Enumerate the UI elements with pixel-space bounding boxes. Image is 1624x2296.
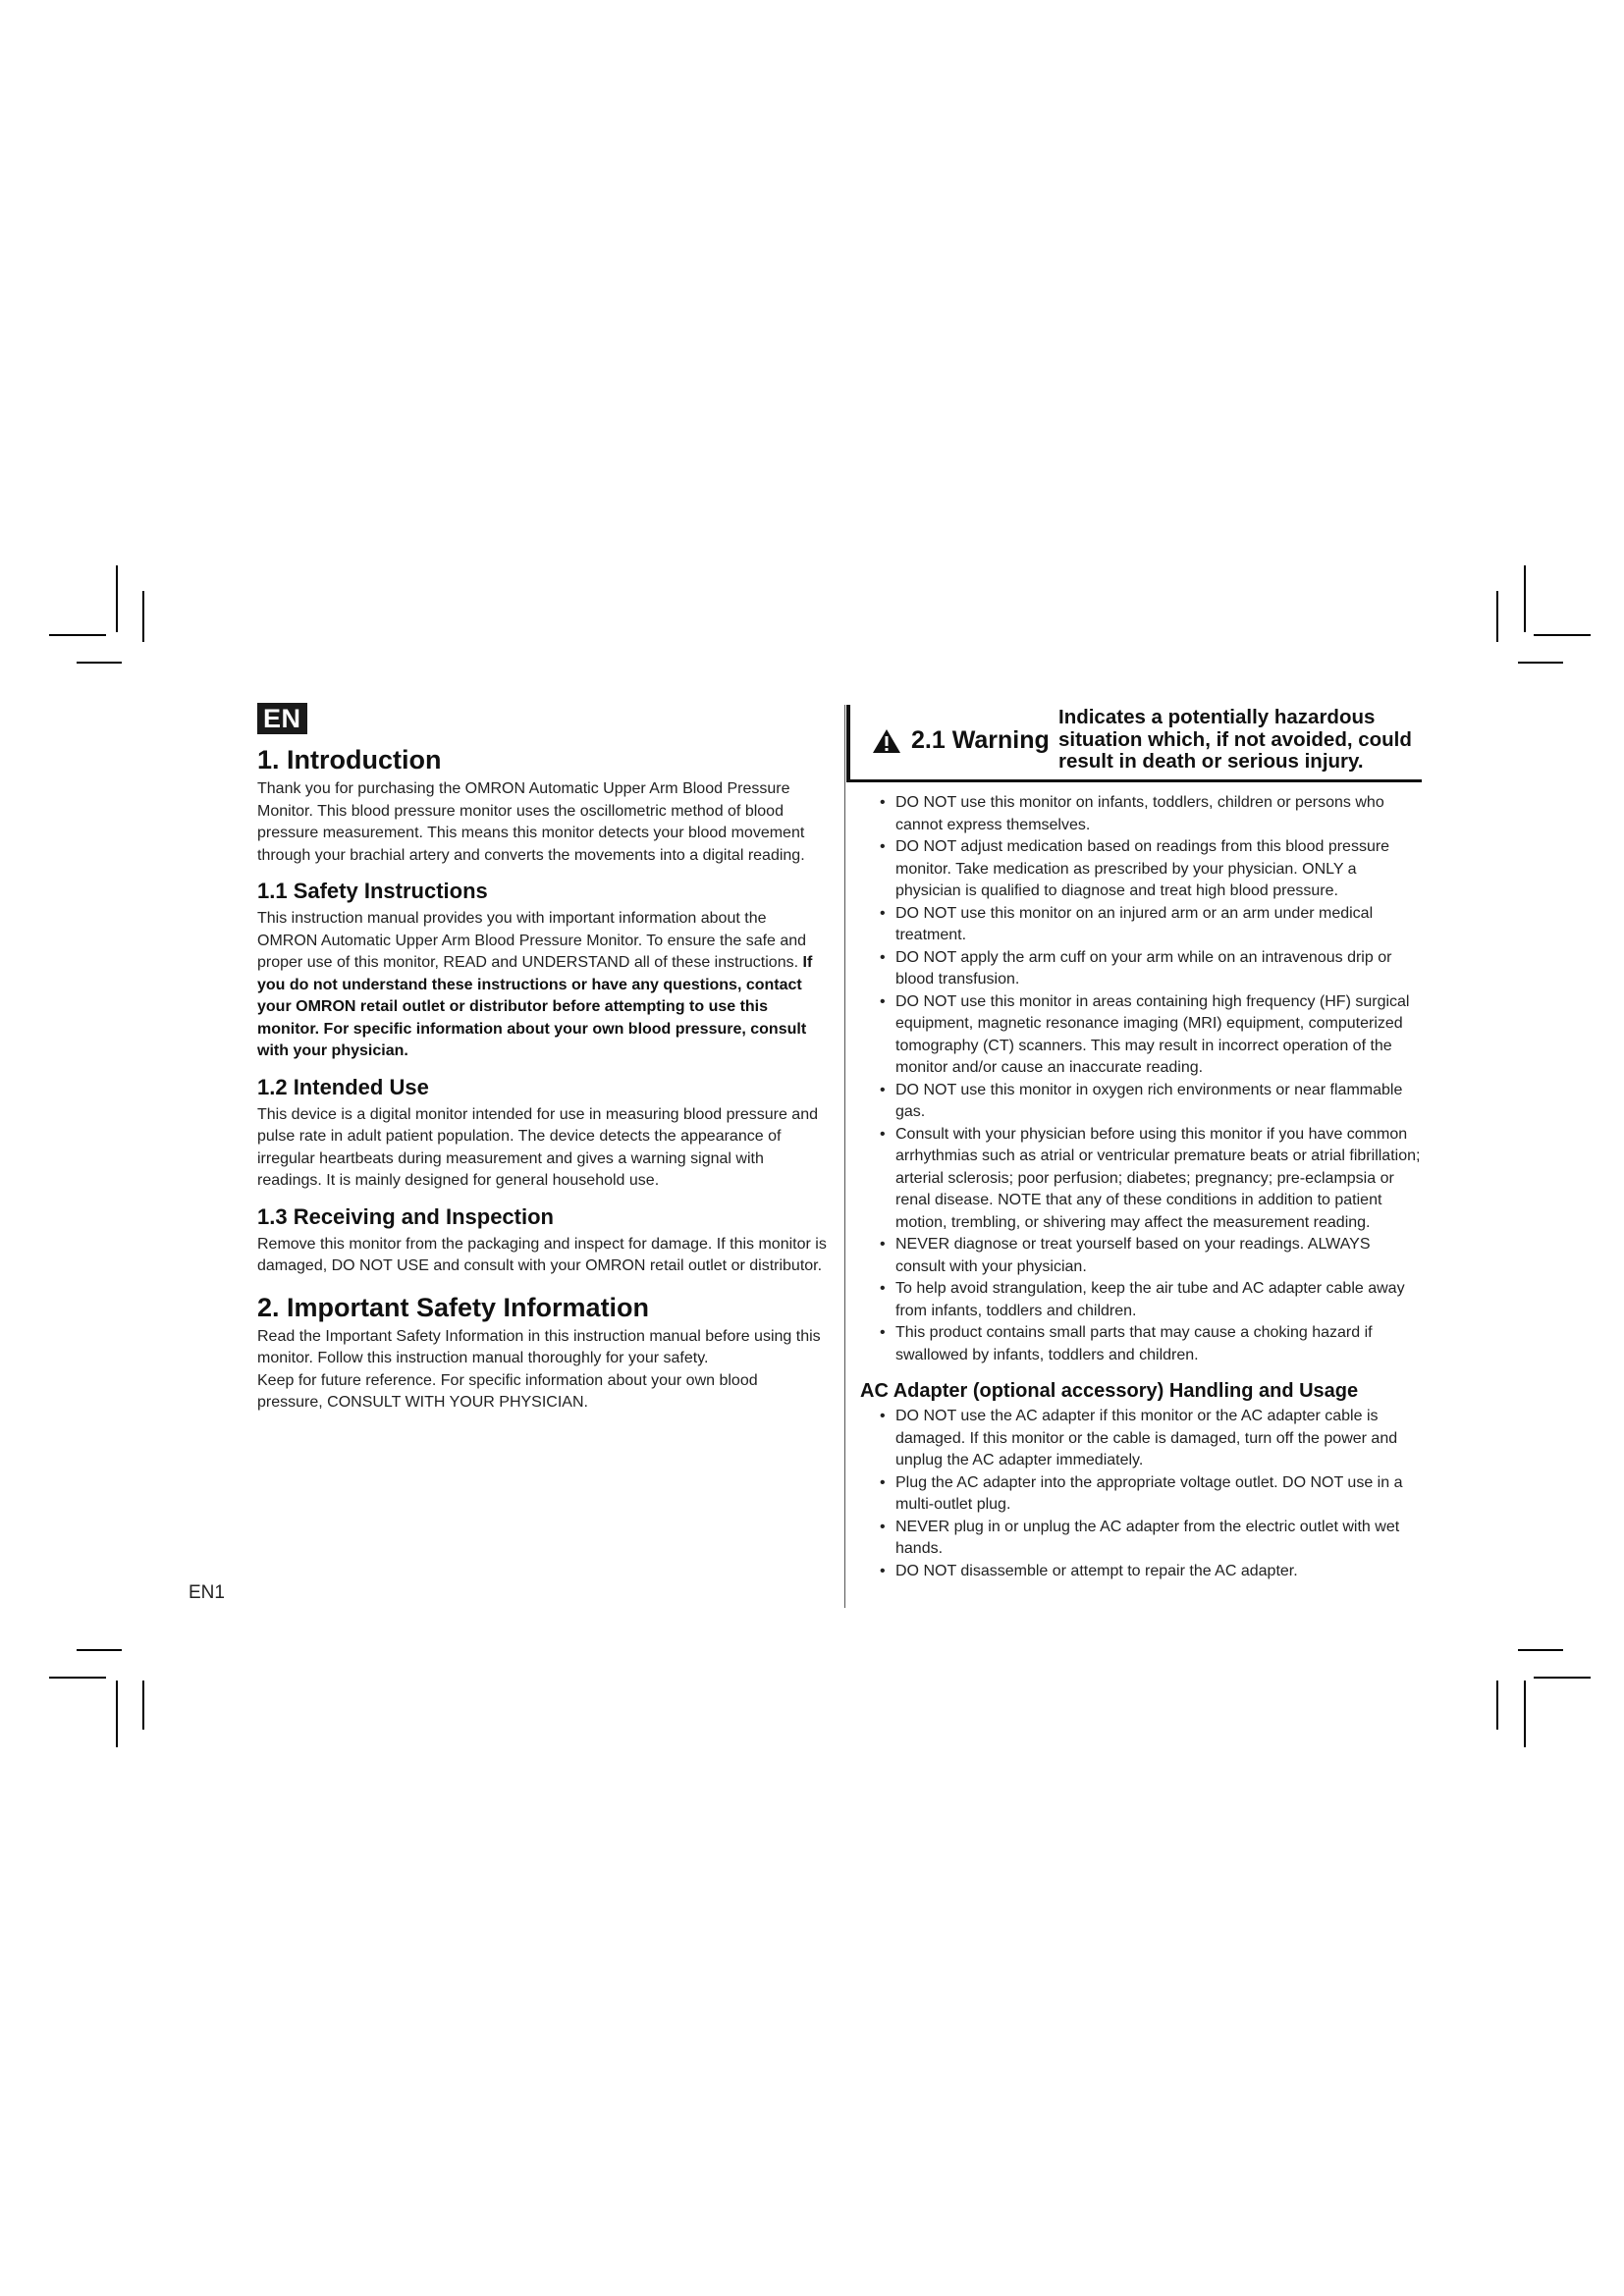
crop-mark xyxy=(77,1649,122,1651)
list-item-text: NEVER plug in or unplug the AC adapter from the electric outlet with wet hands. xyxy=(895,1518,1400,1557)
bullet: • xyxy=(880,948,886,966)
column-divider xyxy=(844,705,845,1608)
crop-mark xyxy=(142,591,144,642)
bullet: • xyxy=(880,1408,886,1424)
warning-header xyxy=(846,705,1422,782)
warning-title-text: 2.1 Warning xyxy=(911,726,1050,754)
list-item-text: DO NOT use this monitor in areas containing high frequency (HF) surgical equipment, magnetic resonance imaging (MRI) equipment, computerized tomography (CT) scanners. This may result in incorrect operation of the monitor and/or cause an inaccurate reading. xyxy=(895,992,1410,1076)
crop-mark xyxy=(1518,662,1563,664)
bullet: • xyxy=(880,838,886,855)
warning-list xyxy=(860,792,1422,1366)
bullet: • xyxy=(880,1473,886,1491)
warning-description xyxy=(1058,707,1412,774)
left-column xyxy=(257,703,827,1415)
list-item-text: Plug the AC adapter into the appropriate voltage outlet. DO NOT use in a multi-outlet plug. xyxy=(895,1473,1403,1513)
crop-mark xyxy=(1524,1681,1526,1747)
list-item-text: DO NOT use this monitor on infants, toddlers, children or persons who cannot express themselves. xyxy=(895,794,1384,833)
list-item-text: NEVER diagnose or treat yourself based on your readings. ALWAYS consult with your physician. xyxy=(895,1236,1371,1275)
safety-instructions-heading: 1.1 Safety Instructions xyxy=(257,879,488,903)
introduction-text: Thank you for purchasing the OMRON Automatic Upper Arm Blood Pressure Monitor. This blood pressure monitor uses the oscillometric method of blood pressure measurement. This means this monitor detects your blood movement through your brachial artery and converts the movements into a digital reading. xyxy=(257,780,805,864)
list-item xyxy=(860,1406,1422,1472)
safety-instructions-plain: This instruction manual provides you with important information about the OMRON Automatic Upper Arm Blood Pressure Monitor. To ensure the safe and proper use of this monitor, READ and UNDERSTAND all of these instructions. xyxy=(257,910,807,971)
safety-instructions-bold: If you do not understand these instructions or have any questions, contact your OMRON retail outlet or distributor before attempting to use this monitor. For specific information about your own blood pressure, consult with your physician. xyxy=(257,954,813,1059)
warning-description-line: Indicates a potentially hazardous xyxy=(1058,706,1376,728)
crop-mark xyxy=(116,565,118,632)
list-item-text: DO NOT use this monitor in oxygen rich environments or near flammable gas. xyxy=(895,1081,1403,1120)
crop-mark xyxy=(77,662,122,664)
important-safety-text-2: Keep for future reference. For specific information about your own blood pressure, CONSULT WITH YOUR PHYSICIAN. xyxy=(257,1371,758,1411)
list-item-text: Consult with your physician before using this monitor if you have common arrhythmias such as atrial or ventricular premature beats or atrial fibrillation; arterial sclerosis; poor perfusion; diabetes; pregnancy; pre-eclampsia or renal disease. NOTE that any of these conditions in addition to patient motion, trembling, or shivering may affect the measurement reading. xyxy=(895,1125,1421,1231)
crop-mark xyxy=(116,1681,118,1747)
bullet: • xyxy=(880,904,886,922)
bullet: • xyxy=(880,1236,886,1253)
right-column xyxy=(860,705,1422,1582)
receiving-inspection-heading: 1.3 Receiving and Inspection xyxy=(257,1203,554,1229)
bullet: • xyxy=(880,1562,886,1579)
bullet: • xyxy=(880,1081,886,1098)
bullet: • xyxy=(880,1125,886,1143)
list-item xyxy=(860,991,1422,1080)
receiving-inspection-text: Remove this monitor from the packaging and inspect for damage. If this monitor is damaged, DO NOT USE and consult with your OMRON retail outlet or distributor. xyxy=(257,1235,827,1274)
list-item-text: DO NOT adjust medication based on readings from this blood pressure monitor. Take medication as prescribed by your physician. ONLY a physician is qualified to diagnose and treat high blood pressure. xyxy=(895,838,1390,899)
list-item xyxy=(860,1561,1422,1583)
warning-title xyxy=(872,726,1050,755)
list-item-text: DO NOT use the AC adapter if this monitor or the AC adapter cable is damaged. If this monitor or the cable is damaged, turn off the power and unplug the AC adapter immediately. xyxy=(895,1408,1398,1468)
crop-mark xyxy=(1518,1649,1563,1651)
ac-adapter-list xyxy=(860,1406,1422,1582)
list-item-text: DO NOT apply the arm cuff on your arm while on an intravenous drip or blood transfusion. xyxy=(895,948,1392,988)
list-item xyxy=(860,903,1422,947)
list-item-text: DO NOT use this monitor on an injured arm or an arm under medical treatment. xyxy=(895,904,1374,943)
list-item xyxy=(860,1234,1422,1278)
list-item xyxy=(860,1278,1422,1322)
crop-mark xyxy=(1524,565,1526,632)
crop-mark xyxy=(1496,591,1498,642)
crop-mark xyxy=(49,634,106,636)
list-item-text: To help avoid strangulation, keep the air tube and AC adapter cable away from infants, toddlers and children. xyxy=(895,1280,1405,1319)
bullet: • xyxy=(880,992,886,1010)
bullet: • xyxy=(880,1518,886,1535)
crop-mark xyxy=(1534,634,1591,636)
warning-triangle-icon xyxy=(872,728,901,754)
list-item xyxy=(860,1124,1422,1235)
bullet: • xyxy=(880,794,886,811)
list-item xyxy=(860,1080,1422,1124)
intended-use-text: This device is a digital monitor intended for use in measuring blood pressure and pulse rate in adult patient population. The device detects the appearance of irregular heartbeats during measurement and gives a warning signal with readings. It is mainly designed for general household use. xyxy=(257,1105,818,1189)
introduction-heading: 1. Introduction xyxy=(257,745,442,774)
crop-mark xyxy=(1496,1681,1498,1730)
crop-mark xyxy=(1534,1677,1591,1679)
page-number: EN1 xyxy=(189,1582,225,1603)
crop-mark xyxy=(49,1677,106,1679)
bullet: • xyxy=(880,1280,886,1297)
important-safety-heading: 2. Important Safety Information xyxy=(257,1292,650,1322)
list-item xyxy=(860,1322,1422,1366)
list-item xyxy=(860,1517,1422,1561)
list-item xyxy=(860,792,1422,836)
list-item xyxy=(860,836,1422,903)
ac-adapter-heading: AC Adapter (optional accessory) Handling and Usage xyxy=(860,1380,1359,1402)
important-safety-text-1: Read the Important Safety Information in this instruction manual before using this monitor. Follow this instruction manual thoroughly for your safety. xyxy=(257,1327,821,1366)
warning-description-line: result in death or serious injury. xyxy=(1058,750,1364,773)
list-item-text: This product contains small parts that may cause a choking hazard if swallowed by infants, toddlers and children. xyxy=(895,1324,1373,1363)
list-item-text: DO NOT disassemble or attempt to repair the AC adapter. xyxy=(895,1562,1298,1579)
safety-instructions-text xyxy=(257,908,827,1063)
warning-description-line: situation which, if not avoided, could xyxy=(1058,727,1412,751)
intended-use-heading: 1.2 Intended Use xyxy=(257,1074,429,1099)
list-item xyxy=(860,947,1422,991)
crop-mark xyxy=(142,1681,144,1730)
bullet: • xyxy=(880,1324,886,1341)
language-badge: EN xyxy=(257,703,307,734)
list-item xyxy=(860,1472,1422,1517)
